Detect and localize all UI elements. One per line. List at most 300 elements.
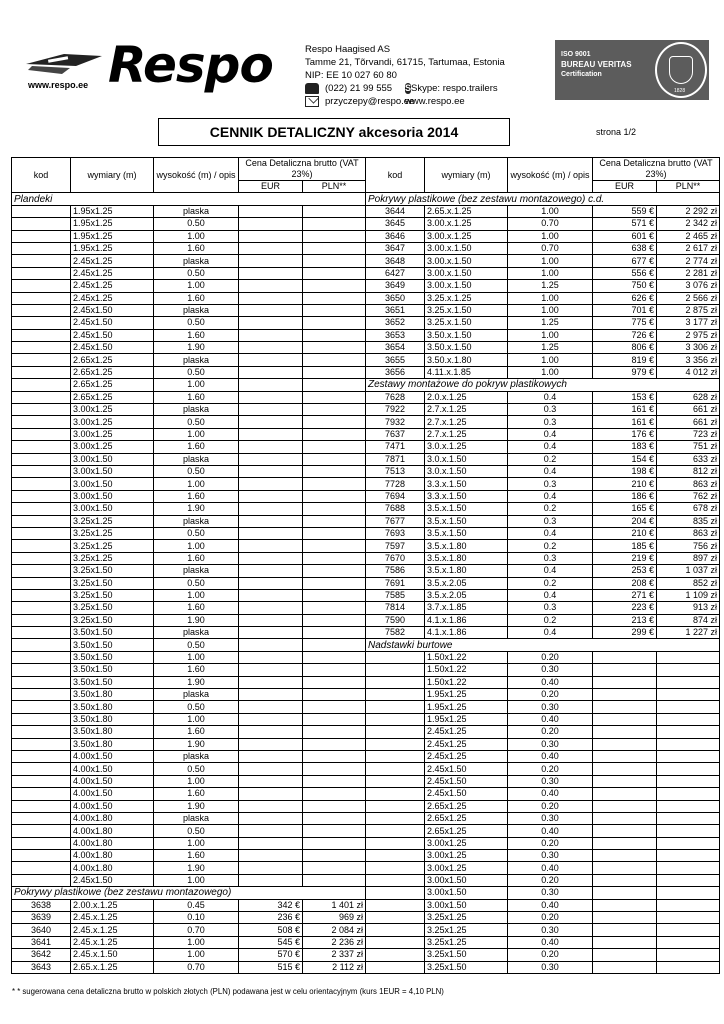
- item-height: 0.20: [508, 763, 593, 775]
- item-price-pln: [303, 490, 366, 502]
- table-row: [12, 837, 720, 849]
- item-dimensions: 3.50x1.80: [71, 726, 154, 738]
- item-height: 1.00: [154, 713, 239, 725]
- item-code: [12, 255, 71, 267]
- item-code: [366, 936, 425, 948]
- item-dimensions: 4.00x1.80: [71, 862, 154, 874]
- item-height: 0.30: [508, 701, 593, 713]
- item-price-eur: 165 €: [593, 503, 657, 515]
- item-height: 1.60: [154, 242, 239, 254]
- item-code: [366, 763, 425, 775]
- item-price-pln: [303, 503, 366, 515]
- item-dimensions: 3.3.x.1.50: [425, 478, 508, 490]
- item-code: [366, 862, 425, 874]
- item-code: [12, 391, 71, 403]
- table-row: [12, 205, 720, 217]
- item-dimensions: 2.65.x.1.25: [425, 205, 508, 217]
- item-price-pln: [657, 825, 720, 837]
- item-dimensions: 1.95x1.25: [71, 242, 154, 254]
- company-name: Respo Haagised AS: [305, 44, 391, 55]
- item-height: 1.90: [154, 738, 239, 750]
- item-price-eur: 508 €: [239, 924, 303, 936]
- item-height: 1.00: [154, 589, 239, 601]
- table-row: [12, 329, 720, 341]
- item-height: 1.90: [154, 503, 239, 515]
- item-code: 3645: [366, 218, 425, 230]
- item-price-eur: [239, 540, 303, 552]
- item-height: 1.90: [154, 676, 239, 688]
- item-code: 7590: [366, 614, 425, 626]
- item-height: 1.90: [154, 862, 239, 874]
- table-row: [12, 230, 720, 242]
- item-price-pln: 1 109 zł: [657, 589, 720, 601]
- item-dimensions: 3.25x1.25: [71, 515, 154, 527]
- table-row: [12, 242, 720, 254]
- item-code: 7582: [366, 627, 425, 639]
- item-code: [12, 614, 71, 626]
- item-price-eur: 210 €: [593, 527, 657, 539]
- item-price-eur: 515 €: [239, 961, 303, 973]
- item-price-pln: 913 zł: [657, 602, 720, 614]
- item-code: [366, 949, 425, 961]
- item-price-eur: [239, 689, 303, 701]
- item-dimensions: 3.5.x.1.80: [425, 552, 508, 564]
- item-height: 0.40: [508, 788, 593, 800]
- table-row: [12, 577, 720, 589]
- item-price-eur: [239, 750, 303, 762]
- item-code: [12, 565, 71, 577]
- document-header: [0, 0, 724, 110]
- item-price-pln: [303, 515, 366, 527]
- item-price-pln: [303, 478, 366, 490]
- item-price-pln: 2 875 zł: [657, 304, 720, 316]
- item-price-pln: [303, 602, 366, 614]
- item-code: [12, 304, 71, 316]
- company-email[interactable]: przyczepy@respo.ee: [325, 96, 415, 107]
- table-row: [12, 850, 720, 862]
- item-dimensions: 3.00x1.50: [71, 453, 154, 465]
- item-height: 0.50: [154, 218, 239, 230]
- item-price-pln: 2 566 zł: [657, 292, 720, 304]
- item-code: [366, 961, 425, 973]
- item-code: [12, 441, 71, 453]
- item-price-eur: [593, 961, 657, 973]
- item-price-eur: 559 €: [593, 205, 657, 217]
- item-height: plaska: [154, 689, 239, 701]
- item-height: plaska: [154, 515, 239, 527]
- table-row: [12, 602, 720, 614]
- item-price-eur: [239, 453, 303, 465]
- item-height: 1.25: [508, 280, 593, 292]
- item-code: [366, 800, 425, 812]
- item-dimensions: 2.45.x.1.25: [71, 936, 154, 948]
- item-price-eur: 161 €: [593, 404, 657, 416]
- item-price-pln: 633 zł: [657, 453, 720, 465]
- item-height: 1.00: [154, 775, 239, 787]
- item-height: 0.50: [154, 527, 239, 539]
- item-price-eur: [239, 763, 303, 775]
- item-dimensions: 3.3.x.1.50: [425, 490, 508, 502]
- item-price-eur: [239, 602, 303, 614]
- item-code: [366, 664, 425, 676]
- item-price-eur: 208 €: [593, 577, 657, 589]
- item-price-eur: 176 €: [593, 428, 657, 440]
- item-code: 3654: [366, 342, 425, 354]
- item-price-eur: 819 €: [593, 354, 657, 366]
- item-price-eur: [239, 205, 303, 217]
- item-price-eur: [593, 899, 657, 911]
- table-row: [12, 218, 720, 230]
- item-price-eur: [593, 701, 657, 713]
- item-code: [12, 292, 71, 304]
- item-dimensions: 4.00x1.80: [71, 812, 154, 824]
- item-price-pln: [303, 453, 366, 465]
- item-dimensions: 2.45x1.25: [71, 267, 154, 279]
- item-code: 3639: [12, 912, 71, 924]
- item-code: 7628: [366, 391, 425, 403]
- item-price-eur: [239, 726, 303, 738]
- item-price-eur: [239, 379, 303, 391]
- item-code: [12, 602, 71, 614]
- item-code: [12, 837, 71, 849]
- item-price-eur: [593, 812, 657, 824]
- item-code: 7728: [366, 478, 425, 490]
- item-dimensions: 2.45.x.1.50: [71, 949, 154, 961]
- item-height: 1.00: [154, 379, 239, 391]
- item-price-pln: [303, 205, 366, 217]
- item-price-eur: 236 €: [239, 912, 303, 924]
- item-price-pln: [303, 540, 366, 552]
- item-price-eur: [239, 490, 303, 502]
- item-price-eur: [593, 726, 657, 738]
- item-dimensions: 3.25x1.25: [425, 936, 508, 948]
- item-code: [366, 689, 425, 701]
- item-price-pln: [303, 800, 366, 812]
- item-price-pln: [303, 280, 366, 292]
- item-dimensions: 1.50x1.22: [425, 676, 508, 688]
- item-price-eur: [239, 738, 303, 750]
- item-height: 1.00: [508, 329, 593, 341]
- item-dimensions: 1.95x1.25: [425, 701, 508, 713]
- item-code: [12, 515, 71, 527]
- item-price-pln: [657, 676, 720, 688]
- col-wysokosc-right: wysokość (m) / opis: [508, 158, 593, 193]
- item-code: [366, 726, 425, 738]
- table-row: [12, 490, 720, 502]
- item-code: [12, 242, 71, 254]
- item-price-pln: 678 zł: [657, 503, 720, 515]
- item-price-pln: 751 zł: [657, 441, 720, 453]
- item-dimensions: 2.45x1.50: [71, 304, 154, 316]
- company-website[interactable]: www.respo.ee: [405, 96, 465, 107]
- item-code: 7932: [366, 416, 425, 428]
- item-code: 3643: [12, 961, 71, 973]
- item-dimensions: 3.00.x.1.50: [425, 267, 508, 279]
- certification-badge: [555, 40, 709, 100]
- item-price-pln: [303, 230, 366, 242]
- table-row: [12, 713, 720, 725]
- item-height: 0.4: [508, 428, 593, 440]
- item-height: 0.50: [154, 825, 239, 837]
- item-dimensions: 2.00.x.1.25: [71, 899, 154, 911]
- item-price-eur: 253 €: [593, 565, 657, 577]
- item-code: [12, 825, 71, 837]
- item-dimensions: 4.11.x.1.85: [425, 366, 508, 378]
- item-dimensions: 4.00x1.50: [71, 750, 154, 762]
- item-price-pln: 1 227 zł: [657, 627, 720, 639]
- item-code: [12, 874, 71, 886]
- item-dimensions: 2.45x1.25: [71, 292, 154, 304]
- item-price-pln: [303, 465, 366, 477]
- item-code: [12, 577, 71, 589]
- item-code: [12, 404, 71, 416]
- item-price-pln: [657, 924, 720, 936]
- item-price-pln: [303, 292, 366, 304]
- item-dimensions: 2.65.x.1.25: [71, 961, 154, 973]
- section-header: Plandeki: [12, 193, 366, 205]
- item-height: 0.20: [508, 689, 593, 701]
- item-dimensions: 3.25x1.50: [71, 589, 154, 601]
- item-height: plaska: [154, 565, 239, 577]
- item-dimensions: 2.65x1.25: [425, 800, 508, 812]
- item-code: [12, 701, 71, 713]
- item-height: 1.00: [154, 230, 239, 242]
- online-contacts: [405, 82, 498, 108]
- item-height: plaska: [154, 627, 239, 639]
- table-row: [12, 589, 720, 601]
- bureau-veritas-seal-icon: [655, 42, 707, 98]
- item-code: [12, 651, 71, 663]
- item-price-pln: 2 774 zł: [657, 255, 720, 267]
- item-price-pln: [303, 527, 366, 539]
- item-code: 3646: [366, 230, 425, 242]
- item-height: 0.50: [154, 366, 239, 378]
- item-dimensions: 3.50x1.80: [71, 738, 154, 750]
- item-dimensions: 2.7.x.1.25: [425, 428, 508, 440]
- item-price-eur: [239, 775, 303, 787]
- item-dimensions: 3.50x1.50: [71, 627, 154, 639]
- logo-url: www.respo.ee: [28, 80, 89, 90]
- item-price-pln: [657, 961, 720, 973]
- item-code: [12, 230, 71, 242]
- item-price-pln: [657, 689, 720, 701]
- table-row: [12, 391, 720, 403]
- item-height: 0.20: [508, 874, 593, 886]
- item-price-eur: 750 €: [593, 280, 657, 292]
- item-price-eur: [239, 503, 303, 515]
- item-code: [12, 800, 71, 812]
- item-price-eur: [239, 862, 303, 874]
- item-price-eur: 571 €: [593, 218, 657, 230]
- item-price-eur: [593, 763, 657, 775]
- item-dimensions: 3.5.x.2.05: [425, 589, 508, 601]
- item-code: [12, 379, 71, 391]
- item-dimensions: 3.00x1.25: [71, 404, 154, 416]
- item-price-eur: [239, 812, 303, 824]
- section-header: Nadstawki burtowe: [366, 639, 720, 651]
- item-price-pln: 863 zł: [657, 478, 720, 490]
- item-price-eur: [239, 428, 303, 440]
- item-price-eur: [239, 651, 303, 663]
- item-height: 0.3: [508, 478, 593, 490]
- item-price-eur: [239, 552, 303, 564]
- item-price-eur: [239, 527, 303, 539]
- item-price-eur: 154 €: [593, 453, 657, 465]
- item-dimensions: 1.95x1.25: [71, 218, 154, 230]
- table-row: [12, 664, 720, 676]
- item-price-pln: [303, 689, 366, 701]
- item-dimensions: 2.45x1.25: [71, 255, 154, 267]
- item-price-eur: [239, 292, 303, 304]
- item-height: 0.4: [508, 627, 593, 639]
- item-price-eur: [239, 589, 303, 601]
- table-row: [12, 428, 720, 440]
- item-dimensions: 3.50x1.80: [71, 689, 154, 701]
- item-height: 0.20: [508, 651, 593, 663]
- item-price-eur: [239, 701, 303, 713]
- item-price-pln: 723 zł: [657, 428, 720, 440]
- cert-sub: Certification: [561, 71, 602, 78]
- item-height: plaska: [154, 205, 239, 217]
- item-height: 0.2: [508, 577, 593, 589]
- item-height: 1.00: [154, 936, 239, 948]
- section-header: Zestawy montażowe do pokryw plastikowych: [366, 379, 720, 391]
- item-dimensions: 2.45x1.25: [425, 750, 508, 762]
- col-eur-left: EUR: [239, 181, 303, 193]
- item-price-pln: [303, 614, 366, 626]
- item-price-pln: [303, 639, 366, 651]
- item-code: [12, 218, 71, 230]
- item-height: 1.00: [154, 651, 239, 663]
- item-dimensions: 3.00x1.50: [425, 887, 508, 899]
- item-dimensions: 2.45x1.25: [425, 738, 508, 750]
- item-height: plaska: [154, 354, 239, 366]
- item-dimensions: 3.25x1.50: [71, 577, 154, 589]
- item-code: 3641: [12, 936, 71, 948]
- item-dimensions: 3.25x1.25: [71, 527, 154, 539]
- item-price-pln: 863 zł: [657, 527, 720, 539]
- item-price-pln: [657, 763, 720, 775]
- item-price-eur: 342 €: [239, 899, 303, 911]
- table-row: [12, 689, 720, 701]
- item-code: [12, 689, 71, 701]
- item-price-eur: [593, 775, 657, 787]
- item-code: [366, 775, 425, 787]
- table-row: [12, 292, 720, 304]
- item-dimensions: 3.5.x.1.80: [425, 540, 508, 552]
- item-price-eur: [593, 738, 657, 750]
- item-dimensions: 2.45x1.25: [71, 280, 154, 292]
- item-price-pln: 1 401 zł: [303, 899, 366, 911]
- item-price-eur: 186 €: [593, 490, 657, 502]
- item-price-eur: [239, 639, 303, 651]
- item-dimensions: 4.1.x.1.86: [425, 614, 508, 626]
- item-dimensions: 2.65x1.25: [425, 825, 508, 837]
- item-price-eur: [593, 664, 657, 676]
- item-dimensions: 4.00x1.80: [71, 850, 154, 862]
- item-height: 0.50: [154, 416, 239, 428]
- item-dimensions: 2.45.x.1.25: [71, 912, 154, 924]
- mail-icon: [305, 96, 319, 107]
- item-price-eur: [593, 825, 657, 837]
- item-code: 3647: [366, 242, 425, 254]
- item-price-pln: [303, 329, 366, 341]
- item-price-pln: 762 zł: [657, 490, 720, 502]
- item-dimensions: 4.00x1.50: [71, 800, 154, 812]
- item-price-eur: [239, 565, 303, 577]
- item-price-pln: [657, 726, 720, 738]
- table-row: [12, 676, 720, 688]
- item-code: 7677: [366, 515, 425, 527]
- item-code: [12, 416, 71, 428]
- table-row: [12, 750, 720, 762]
- item-code: 3653: [366, 329, 425, 341]
- item-dimensions: 2.0.x.1.25: [425, 391, 508, 403]
- table-row: [12, 304, 720, 316]
- page-title: CENNIK DETALICZNY akcesoria 2014: [158, 118, 510, 146]
- item-height: 0.4: [508, 391, 593, 403]
- item-dimensions: 3.00.x.1.50: [425, 255, 508, 267]
- item-code: 7471: [366, 441, 425, 453]
- item-height: 1.00: [508, 267, 593, 279]
- col-pln-right: PLN**: [657, 181, 720, 193]
- item-dimensions: 1.95x1.25: [71, 230, 154, 242]
- col-cena-left: Cena Detaliczna brutto (VAT 23%): [239, 158, 366, 181]
- item-price-eur: [593, 912, 657, 924]
- item-dimensions: 3.0.x.1.50: [425, 453, 508, 465]
- item-dimensions: 3.00x1.25: [71, 428, 154, 440]
- table-row: [12, 812, 720, 824]
- table-row: [12, 503, 720, 515]
- item-price-eur: 979 €: [593, 366, 657, 378]
- item-price-pln: [303, 701, 366, 713]
- table-row: [12, 763, 720, 775]
- item-height: 0.50: [154, 639, 239, 651]
- item-price-pln: [303, 379, 366, 391]
- item-code: [12, 639, 71, 651]
- item-dimensions: 1.95x1.25: [425, 713, 508, 725]
- item-code: [366, 750, 425, 762]
- item-height: 1.00: [508, 304, 593, 316]
- item-code: 3650: [366, 292, 425, 304]
- item-dimensions: 3.5.x.1.50: [425, 515, 508, 527]
- table-row: [12, 317, 720, 329]
- item-height: 1.60: [154, 490, 239, 502]
- item-price-eur: [239, 230, 303, 242]
- item-price-eur: 183 €: [593, 441, 657, 453]
- item-dimensions: 2.45.x.1.25: [71, 924, 154, 936]
- table-row: [12, 366, 720, 378]
- item-height: 0.40: [508, 713, 593, 725]
- item-code: [12, 527, 71, 539]
- item-height: 0.70: [508, 242, 593, 254]
- item-dimensions: 3.5.x.1.50: [425, 503, 508, 515]
- item-price-pln: [303, 552, 366, 564]
- item-code: [12, 267, 71, 279]
- item-height: 0.3: [508, 515, 593, 527]
- item-dimensions: 4.00x1.80: [71, 837, 154, 849]
- item-height: 1.60: [154, 441, 239, 453]
- item-code: 7922: [366, 404, 425, 416]
- item-dimensions: 3.5.x.1.80: [425, 565, 508, 577]
- item-dimensions: 4.00x1.80: [71, 825, 154, 837]
- seal-year: 1828: [674, 88, 686, 94]
- item-height: 0.70: [154, 961, 239, 973]
- item-dimensions: 1.50x1.22: [425, 651, 508, 663]
- item-height: 1.60: [154, 726, 239, 738]
- item-height: plaska: [154, 453, 239, 465]
- item-code: [366, 825, 425, 837]
